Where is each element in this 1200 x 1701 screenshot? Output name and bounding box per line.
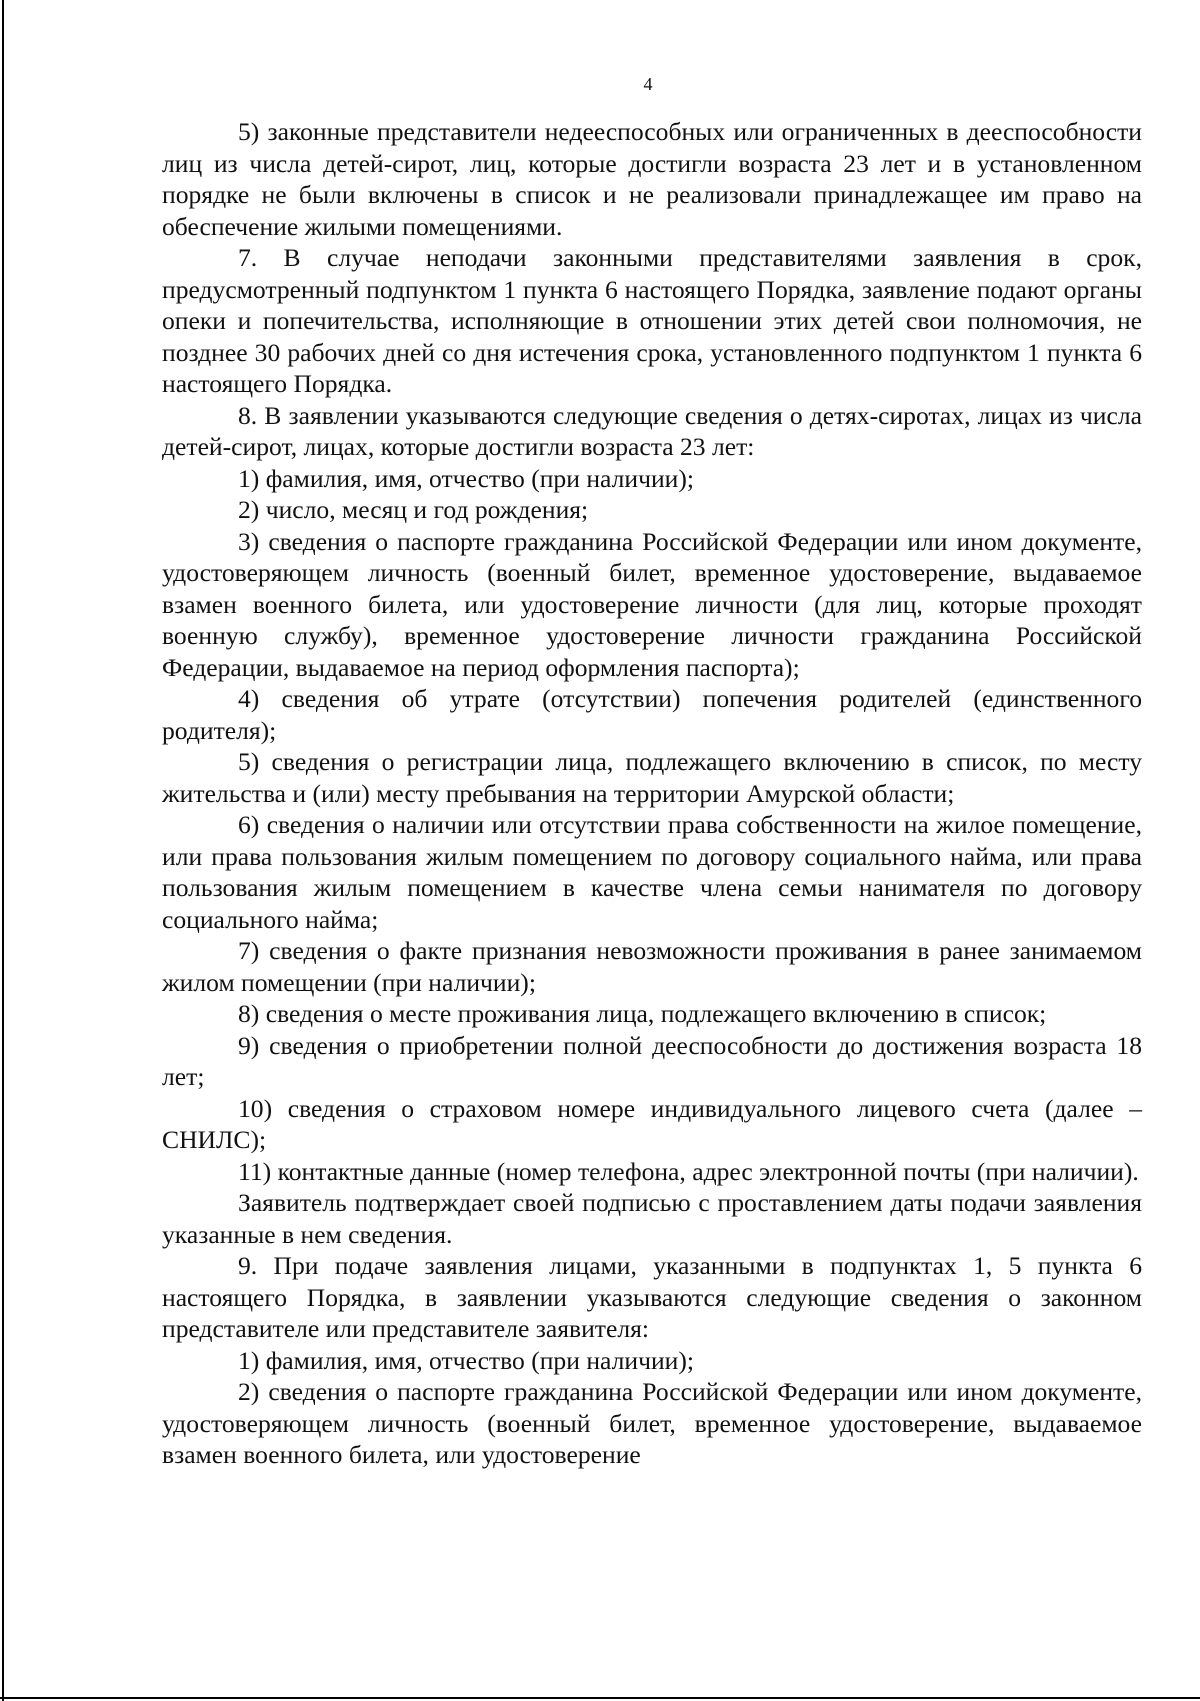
list-item: 8) сведения о месте проживания лица, подлежащего включению в список; (238, 999, 1047, 1028)
list-item: 10) сведения о страховом номере индивидуального лицевого счета (далее – СНИЛС); (162, 1093, 1142, 1154)
paragraph-applicant-confirmation: Заявитель подтверждает своей подписью с проставлением даты подачи заявления указанные в нем сведения. (162, 1188, 1142, 1249)
list-item: 7) сведения о факте признания невозможности проживания в ранее занимаемом жилом помещении (при наличии); (162, 936, 1142, 997)
list-item: 5) сведения о регистрации лица, подлежащего включению в список, по месту жительства и (или) месту пребывания на территории Амурской области; (162, 747, 1142, 808)
scan-bottom-border (0, 1697, 1200, 1699)
paragraph-clause-9: 9. При подаче заявления лицами, указанными в подпунктах 1, 5 пункта 6 настоящего Порядка, в заявлении указываются следующие сведения о законном представителе или представителе заявителя: (162, 1251, 1142, 1343)
list-item: 2) сведения о паспорте гражданина Российской Федерации или ином документе, удостоверяющем личность (военный билет, временное удостоверение, выдаваемое взамен военного билета, или удостоверение (162, 1377, 1142, 1469)
document-body (162, 116, 1142, 1471)
list-item: 6) сведения о наличии или отсутствии права собственности на жилое помещение, или права пользования жилым помещением по договору социального найма, или права пользования жилым помещением в качестве члена семьи нанимателя по договору социального найма; (162, 810, 1142, 934)
list-item: 9) сведения о приобретении полной дееспособности до достижения возраста 18 лет; (162, 1030, 1142, 1091)
list-item: 1) фамилия, имя, отчество (при наличии); (238, 463, 694, 493)
list-item: 1) фамилия, имя, отчество (при наличии); (238, 1345, 694, 1375)
list-item: 4) сведения об утрате (отсутствии) попечения родителей (единственного родителя); (162, 684, 1142, 745)
page-number: 4 (643, 74, 653, 94)
paragraph-item-5-legal-representatives: 5) законные представители недееспособных или ограниченных в дееспособности лиц из числа детей-сирот, лиц, которые достигли возраста 23 лет и в установленном порядке не были включены в список и не реализовали принадлежащее им право на обеспечение жилыми помещениями. (162, 117, 1142, 241)
list-item: 2) число, месяц и год рождения; (238, 495, 589, 524)
paragraph-clause-8: 8. В заявлении указываются следующие сведения о детях-сиротах, лицах из числа детей-сирот, лицах, которые достигли возраста 23 лет: (162, 400, 1142, 461)
scan-left-border (2, 0, 4, 1701)
paragraph-clause-7: 7. В случае неподачи законными представителями заявления в срок, предусмотренный подпунктом 1 пункта 6 настоящего Порядка, заявление подают органы опеки и попечительства, исполняющие в отношении этих детей свои полномочия, не позднее 30 рабочих дней со дня истечения срока, установленного подпунктом 1 пункта 6 настоящего Порядка. (162, 243, 1142, 398)
list-item: 11) контактные данные (номер телефона, адрес электронной почты (при наличии). (238, 1156, 1139, 1186)
list-item: 3) сведения о паспорте гражданина Российской Федерации или ином документе, удостоверяющем личность (военный билет, временное удостоверение, выдаваемое взамен военного билета, или удостоверение личности (для лиц, которые проходят военную службу), временное удостоверение личности гражданина Российской Федерации, выдаваемое на период оформления паспорта); (162, 526, 1142, 682)
